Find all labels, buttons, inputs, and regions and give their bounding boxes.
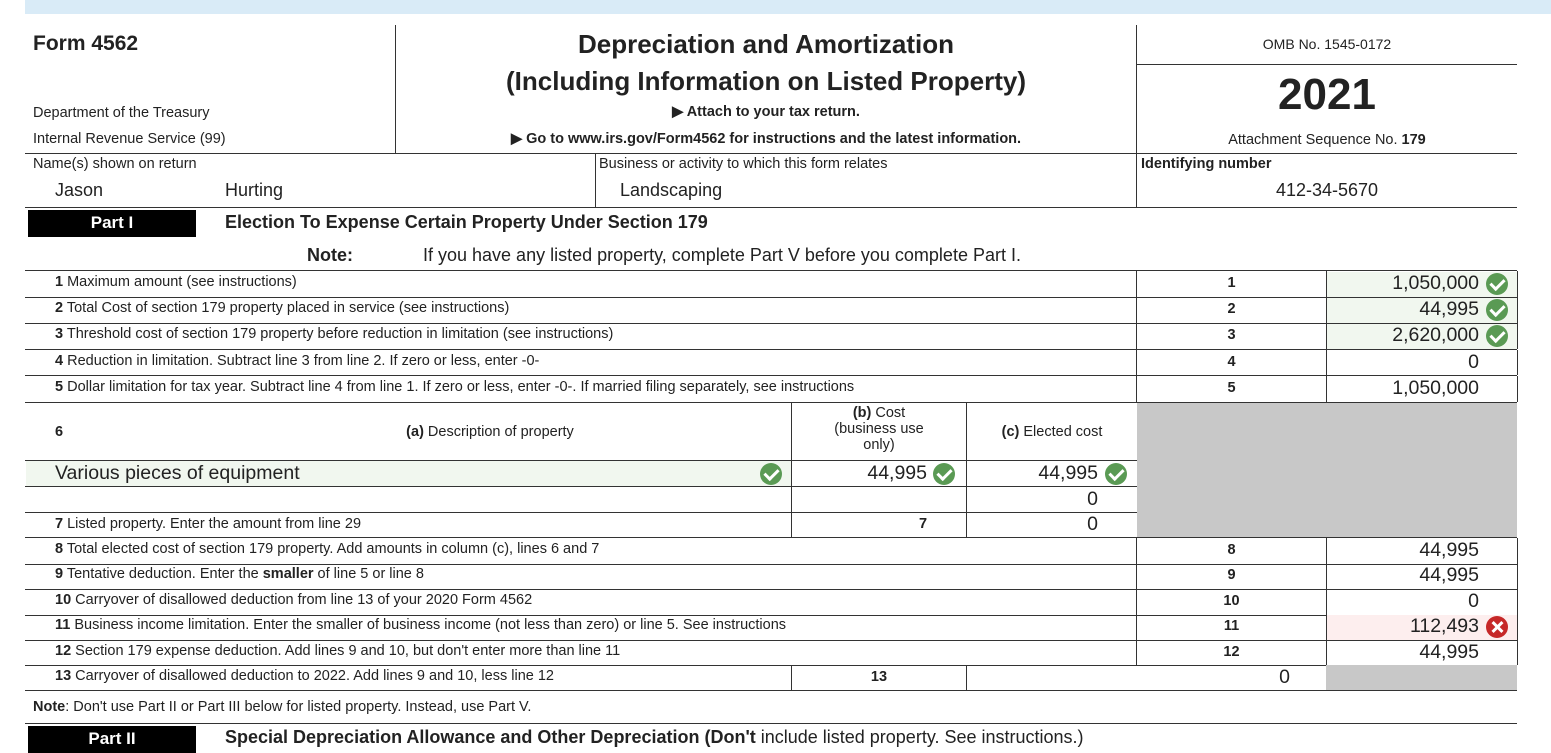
line-10-value: 0 [1468, 589, 1479, 612]
line6-row1-rule [25, 486, 1137, 487]
form-number: Form 4562 [33, 32, 139, 55]
line-12-value: 44,995 [1419, 640, 1479, 663]
attachment-seq-number: 179 [1401, 132, 1426, 148]
line-box-number: 4 [1227, 353, 1236, 370]
col-a-text: Description of property [423, 424, 574, 440]
line13-description: Carryover of disallowed deduction to 2022. Add lines 9 and 10, less line 12 [71, 668, 554, 684]
line-8-text [55, 541, 599, 557]
check-icon [1486, 273, 1508, 295]
line-description: Tentative deduction. Enter the [63, 566, 263, 583]
line-5-text [55, 379, 854, 395]
note2-label: Note [33, 699, 66, 715]
line-number: 11 [55, 617, 71, 634]
line-2-value[interactable]: 44,995 [1419, 298, 1479, 321]
check-icon [1105, 463, 1127, 485]
line-number: 8 [55, 541, 64, 557]
line-1-value[interactable]: 1,050,000 [1392, 272, 1479, 294]
line-rule [25, 589, 1517, 590]
col-b-text3: only) [863, 437, 895, 453]
col-a-letter: (a) [406, 424, 424, 440]
line-1-text [55, 274, 297, 290]
attachment-seq-label: Attachment Sequence No. [1228, 132, 1398, 148]
line-3-text [55, 326, 613, 342]
line7-number: 7 [55, 516, 64, 532]
names-label: Name(s) shown on return [33, 156, 197, 172]
line-description: Threshold cost of section 179 property before reduction in limitation (see instructions) [63, 326, 614, 343]
line-box-number: 11 [1223, 618, 1240, 635]
line13-number: 13 [55, 668, 72, 684]
elected-cost-input[interactable]: 44,995 [1038, 462, 1098, 484]
dept-line1: Department of the Treasury [33, 105, 210, 121]
note2-rule [25, 723, 1517, 724]
col-c-text: Elected cost [1019, 424, 1103, 440]
line-description: Carryover of disallowed deduction from line 13 of your 2020 Form 4562 [71, 591, 533, 608]
part1-title: Election To Expense Certain Property Under Section 179 [225, 212, 708, 232]
value-right-border [1517, 323, 1518, 349]
note-rule [25, 270, 1517, 271]
attachment-sequence [1137, 132, 1517, 148]
line-description: Maximum amount (see instructions) [63, 274, 297, 290]
line-number: 5 [55, 378, 64, 395]
line-box-number: 12 [1223, 643, 1240, 660]
check-icon [933, 463, 955, 485]
line-12-text [55, 643, 620, 659]
top-banner [25, 0, 1551, 14]
part2-label: Part II [28, 726, 196, 753]
line13-text [55, 668, 554, 684]
line-number: 12 [55, 642, 72, 659]
line6-col-a-header [200, 424, 780, 440]
line-rule [25, 615, 1517, 616]
part2-title-bold: Special Depreciation Allowance and Other Depreciation (Don't [225, 727, 756, 747]
name-row-rule [25, 207, 1517, 208]
line-box-number: 10 [1223, 592, 1240, 609]
line-number: 9 [55, 566, 64, 583]
dept-line2: Internal Revenue Service (99) [33, 131, 226, 147]
irs-link[interactable]: ▶ Go to www.irs.gov/Form4562 for instructions and the latest information. [510, 131, 1022, 147]
line13-rule [25, 690, 1517, 691]
line6-col-c-header [967, 424, 1137, 440]
line-box-number: 8 [1227, 542, 1236, 558]
name-divider [595, 153, 596, 208]
line-5-value: 1,050,000 [1392, 376, 1479, 399]
line-rule [25, 640, 1517, 641]
form-title: Depreciation and Amortization [577, 29, 955, 59]
line-9-value: 44,995 [1419, 564, 1479, 587]
line-description-rest: of line 5 or line 8 [313, 566, 424, 583]
line-4-text [55, 353, 539, 369]
value-right-border [1517, 589, 1518, 615]
line7-box-number: 7 [918, 516, 928, 532]
line-3-value[interactable]: 2,620,000 [1392, 324, 1479, 347]
line-rule [25, 564, 1517, 565]
line-description: Business income limitation. Enter the smaller of business income (not less than zero) or line 5. See instructions [70, 617, 787, 634]
part2-title [225, 727, 1084, 748]
line-description: Section 179 expense deduction. Add lines 9 and 10, but don't enter more than line 11 [71, 642, 621, 659]
line6-number: 6 [55, 424, 64, 440]
value-right-border [1517, 297, 1518, 323]
tax-year: 2021 [1278, 70, 1376, 119]
line-rule [25, 665, 1517, 666]
value-right-border [1517, 538, 1518, 564]
value-right-border [1517, 640, 1518, 666]
line-rule [25, 375, 1517, 376]
property-description-input[interactable]: Various pieces of equipment [55, 462, 300, 484]
part1-note-label: Note: [307, 245, 353, 265]
id-label: Identifying number [1141, 156, 1272, 172]
line-11-text [55, 617, 786, 633]
line-box-number: 1 [1227, 275, 1236, 291]
line-2-text [55, 300, 509, 316]
line-rule [25, 349, 1517, 350]
line-box-number: 9 [1227, 567, 1236, 584]
check-icon [760, 463, 782, 485]
line6-top-rule [25, 402, 1137, 403]
part1-note-text: If you have any listed property, complete Part V before you complete Part I. [423, 245, 1021, 265]
line-number: 4 [55, 352, 64, 369]
line-box-number: 2 [1227, 301, 1236, 318]
line-4-value: 0 [1468, 350, 1479, 373]
line-number: 10 [55, 591, 72, 608]
omb-number: OMB No. 1545-0172 [1262, 36, 1392, 52]
value-right-border [1517, 563, 1518, 589]
line-10-text [55, 592, 532, 608]
col-b-text2: (business use [834, 421, 924, 437]
omb-divider [1137, 64, 1517, 65]
form-subtitle: (Including Information on Listed Property) [506, 66, 1026, 96]
business-label: Business or activity to which this form relates [599, 156, 888, 172]
shaded-area-line6 [1137, 403, 1517, 537]
business-field[interactable]: Landscaping [620, 180, 723, 200]
line-description: Reduction in limitation. Subtract line 3 from line 2. If zero or less, enter -0- [63, 352, 540, 369]
line7-description: Listed property. Enter the amount from line 29 [63, 516, 362, 532]
part2-note [33, 699, 531, 715]
value-right-border [1517, 614, 1518, 640]
col-c-letter: (c) [1001, 424, 1020, 440]
line7-rule [25, 537, 1517, 538]
id-number-field[interactable]: 412-34-5670 [1275, 180, 1379, 200]
line7-text [55, 516, 361, 532]
property-cost-input[interactable]: 44,995 [867, 462, 927, 484]
line-box-number: 3 [1227, 327, 1236, 344]
col-b-text: Cost [871, 405, 906, 421]
line-description: Total elected cost of section 179 property. Add amounts in column (c), lines 6 and 7 [63, 541, 600, 557]
part2-title-rest: include listed property. See instructions.) [755, 727, 1084, 747]
last-name-field[interactable]: Hurting [225, 180, 284, 200]
line-rule [25, 323, 1517, 324]
line-number: 1 [55, 274, 64, 290]
line7-value: 0 [1087, 513, 1098, 535]
col-b-letter: (b) [852, 405, 872, 421]
line6-col-b-header [792, 405, 966, 453]
value-right-border [1517, 350, 1518, 376]
line-number: 3 [55, 326, 64, 343]
value-right-border [1517, 271, 1518, 297]
line-box-number: 5 [1227, 379, 1236, 396]
line-8-value: 44,995 [1419, 539, 1479, 561]
note2-text: : Don't use Part II or Part III below for listed property. Instead, use Part V. [65, 699, 532, 715]
line-rule [25, 297, 1517, 298]
line-description-emphasis: smaller [262, 566, 314, 583]
line13-shaded [1326, 665, 1517, 690]
line-9-text [55, 566, 424, 582]
line-description: Dollar limitation for tax year. Subtract line 4 from line 1. If zero or less, enter -0-. If married filing separately, see instructions [63, 378, 855, 395]
elected-cost-input-2[interactable]: 0 [1087, 488, 1098, 510]
header-bottom-rule [25, 153, 1517, 154]
first-name-field[interactable]: Jason [55, 180, 104, 200]
line-description: Total Cost of section 179 property placed in service (see instructions) [63, 300, 510, 317]
value-right-border [1517, 376, 1518, 402]
line13-value: 0 [1279, 666, 1290, 688]
line-number: 2 [55, 300, 64, 317]
attach-instruction: ▶ Attach to your tax return. [672, 104, 860, 120]
part1-label: Part I [28, 210, 196, 237]
line13-box-number: 13 [870, 669, 888, 685]
line-11-value[interactable]: 112,493 [1409, 615, 1479, 638]
